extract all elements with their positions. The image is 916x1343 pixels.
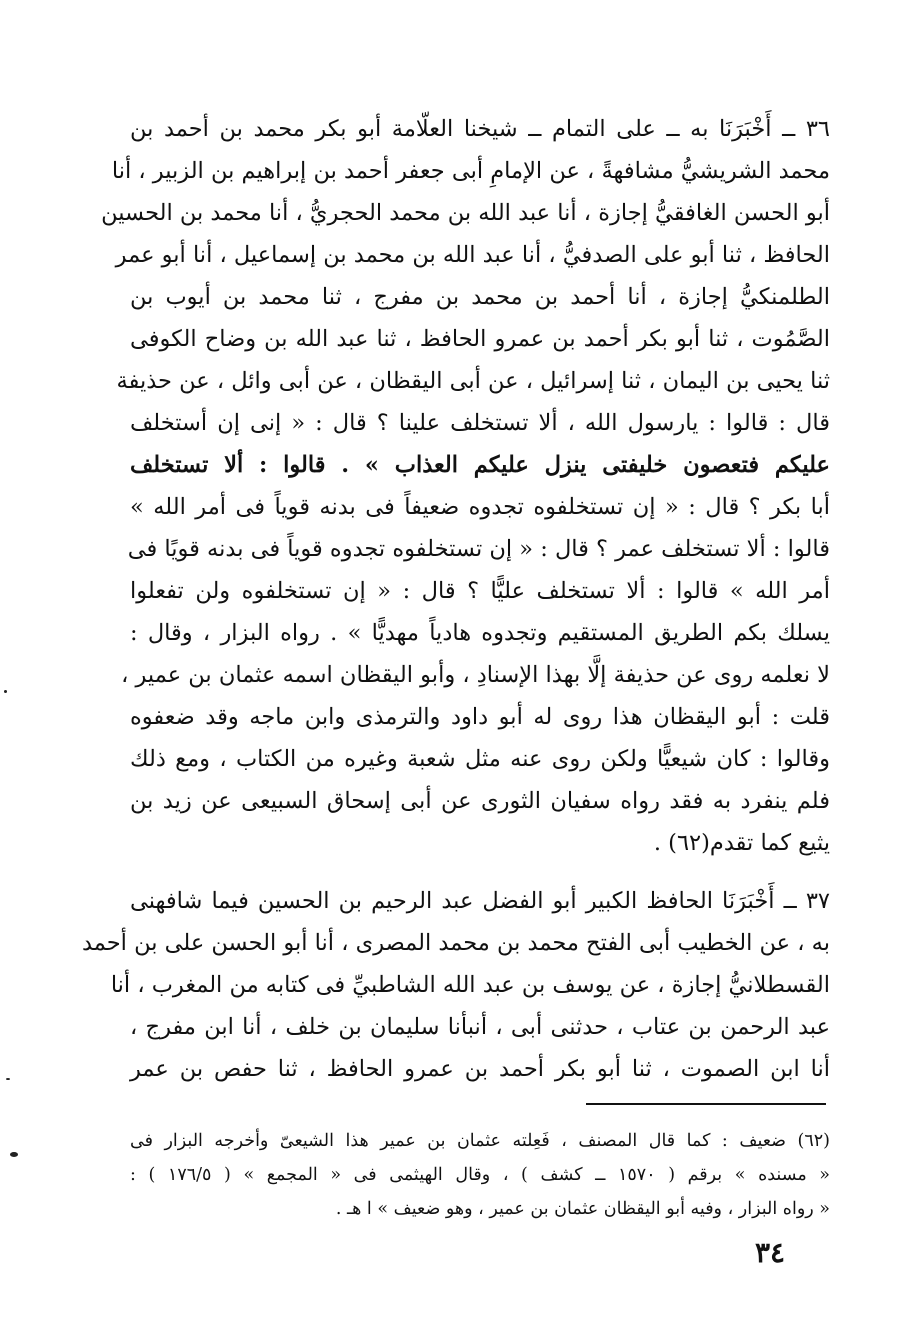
text-line: أمر الله » قالوا : ألا تستخلف عليًّا ؟ قال : « إن تستخلفوه ولن تفعلوا — [130, 578, 830, 604]
text-line: ثنا يحيى بن اليمان ، ثنا إسرائيل ، عن أبى اليقظان ، عن أبى وائل ، عن حذيفة — [116, 368, 830, 394]
text-line: وقالوا : كان شيعيًّا ولكن روى عنه مثل شعبة وغيره من الكتاب ، ومع ذلك — [130, 746, 830, 772]
text-line: لا نعلمه روى عن حذيفة إلَّا بهذا الإسنادِ ، وأبو اليقظان اسمه عثمان بن عمير ، — [121, 662, 830, 688]
text-line: القسطلانيُّ إجازة ، عن يوسف بن عبد الله الشاطبيِّ فى كتابه من المغرب ، أنا — [110, 972, 830, 998]
text-line: أبو الحسن الغافقيُّ إجازة ، أنا عبد الله بن محمد الحجريُّ ، أنا محمد بن الحسين — [101, 200, 830, 226]
text-line: قال : قالوا : يارسول الله ، ألا تستخلف علينا ؟ قال : « إنى إن أستخلف — [130, 410, 830, 436]
scan-speck — [4, 690, 7, 693]
text-line: الصَّمُوت ، ثنا أبو بكر أحمد بن عمرو الحافظ ، ثنا عبد الله بن وضاح الكوفى — [130, 326, 830, 352]
scan-speck — [10, 1152, 18, 1157]
text-line: عبد الرحمن بن عتاب ، حدثنى أبى ، أنبأنا سليمان بن خلف ، أنا ابن مفرج ، — [130, 1014, 830, 1040]
paragraph-37 — [81, 880, 830, 1090]
page-number: ٣٤ — [754, 1236, 786, 1269]
footnote-line: (٦٢) ضعيف : كما قال المصنف ، فَعِلته عثمان بن عمير هذا الشيعىّ وأخرجه البزار فى — [130, 1131, 830, 1151]
text-line: أنا ابن الصموت ، ثنا أبو بكر أحمد بن عمرو الحافظ ، ثنا حفص بن عمر — [130, 1056, 830, 1082]
text-line: ٣٧ ــ أَخْبَرَنَا الحافظ الكبير أبو الفضل عبد الرحيم بن الحسين فيما شافهنى — [130, 888, 830, 914]
text-line: يسلك بكم الطريق المستقيم وتجدوه هادياً مهديًّا » . رواه البزار ، وقال : — [130, 620, 830, 646]
scan-speck — [6, 1078, 10, 1080]
text-line: الطلمنكيُّ إجازة ، أنا أحمد بن محمد بن مفرج ، ثنا محمد بن أيوب بن — [130, 284, 830, 310]
footnote-line: « مسنده » برقم ( ١٥٧٠ ــ كشف ) ، وقال الهيثمى فى « المجمع » ( ١٧٦/٥ ) : — [130, 1165, 830, 1185]
main-text — [81, 108, 830, 1090]
text-line: فلم ينفرد به فقد رواه سفيان الثورى عن أبى إسحاق السبيعى عن زيد بن — [130, 788, 830, 814]
text-line: الحافظ ، ثنا أبو على الصدفيُّ ، أنا عبد الله بن محمد بن إسماعيل ، أنا أبو عمر — [115, 242, 830, 268]
footnote-block — [130, 1124, 830, 1226]
text-line: محمد الشريشيُّ مشافهةً ، عن الإمامِ أبى جعفر أحمد بن إبراهيم بن الزبير ، أنا — [111, 158, 830, 184]
text-line: به ، عن الخطيب أبى الفتح محمد بن محمد المصرى ، أنا أبو الحسن على بن أحمد — [81, 930, 830, 956]
text-line: ٣٦ ــ أَخْبَرَنَا به ــ على التمام ــ شيخنا العلّامة أبو بكر محمد بن أحمد بن — [130, 116, 830, 142]
text-line: قالوا : ألا تستخلف عمر ؟ قال : « إن تستخلفوه تجدوه قوياً فى بدنه قويًا فى — [127, 536, 830, 562]
paragraph-36 — [101, 108, 830, 864]
text-line: يثيع كما تقدم(٦٢) . — [653, 830, 830, 856]
text-line-bold: عليكم فتعصون خليفتى ينزل عليكم العذاب » . قالوا : ألا تستخلف — [130, 452, 830, 478]
footnote-line: « رواه البزار ، وفيه أبو اليقظان عثمان بن عمير ، وهو ضعيف » ا هـ . — [335, 1199, 830, 1219]
text-line: أبا بكر ؟ قال : « إن تستخلفوه تجدوه ضعيفاً فى بدنه قوياً فى أمر الله » — [130, 494, 830, 520]
footnote-divider — [586, 1103, 826, 1105]
text-line: قلت : أبو اليقظان هذا روى له أبو داود والترمذى وابن ماجه وقد ضعفوه — [130, 704, 830, 730]
